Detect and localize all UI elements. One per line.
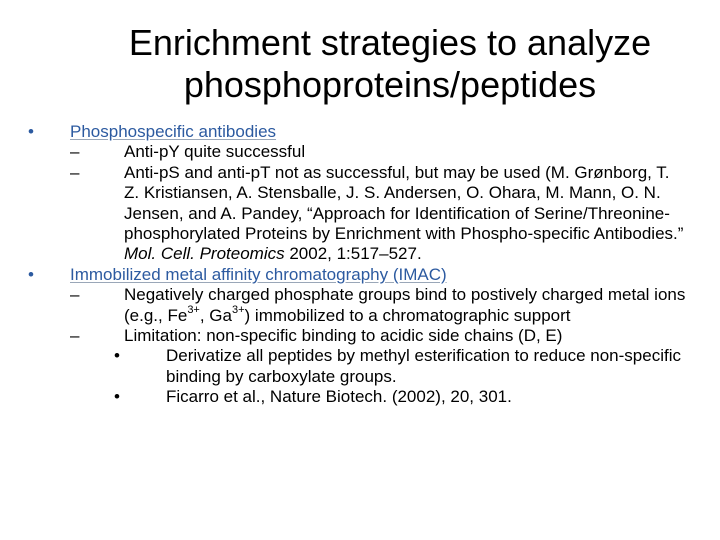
dash-marker: – <box>70 142 80 162</box>
sub-bullet-text-c: ) immobilized to a chromatographic support <box>244 305 571 325</box>
sub-bullet-text-b: , Ga <box>199 305 232 325</box>
dot-marker: • <box>114 387 120 407</box>
title-line-2: phosphoproteins/peptides <box>183 64 597 106</box>
bullet-heading: Immobilized metal affinity chromatography (IMAC) <box>70 264 447 284</box>
sub-sub-bullet-ficarro <box>114 387 688 407</box>
sub-bullet-text: Anti-pY quite successful <box>124 142 306 162</box>
bullet-imac <box>28 265 688 285</box>
sub-bullet-text: Limitation: non-specific binding to acidic side chains (D, E) <box>124 325 563 345</box>
slide-body <box>28 122 688 407</box>
dot-marker: • <box>114 346 120 366</box>
sub-bullet-phosphate-binding <box>70 285 688 326</box>
citation-suffix: 2002, 1:517–527. <box>284 244 422 264</box>
sub-sub-bullet-text: Ficarro et al., Nature Biotech. (2002), 20, 301. <box>166 387 512 407</box>
sub-bullet-text: Anti-pS and anti-pT not as successful, but may be used (M. Grønborg, T. Z. Kristiansen, A. Stensballe, J. S. Andersen, O. Ohara, M. Mann, O. N. Jensen, and A. Pandey, “Approach for Identification of Serine/Threonine-phosphorylated Proteins by Enrichment with Phospho-specific Antibodies.” <box>124 162 684 243</box>
dash-marker: – <box>70 162 80 182</box>
bullet-marker: • <box>28 264 34 284</box>
sub-bullet-limitation <box>70 326 688 346</box>
sub-sub-bullet-derivatize <box>114 346 688 387</box>
sub-bullet-anti-py <box>70 142 688 162</box>
dash-marker: – <box>70 325 80 345</box>
bullet-phosphospecific-antibodies <box>28 122 688 142</box>
slide-title <box>60 22 720 107</box>
bullet-marker: • <box>28 122 34 141</box>
sub-bullet-text-a: Negatively charged phosphate groups bind to postively charged metal ions (e.g., Fe <box>124 285 686 325</box>
sub-bullet-anti-ps-pt <box>70 163 688 265</box>
dash-marker: – <box>70 285 80 305</box>
title-line-1: Enrichment strategies to analyze <box>128 22 652 63</box>
bullet-heading: Phosphospecific antibodies <box>70 122 277 141</box>
sub-sub-bullet-text: Derivatize all peptides by methyl esterification to reduce non-specific binding by carboxylate groups. <box>166 346 681 386</box>
superscript-charge: 3+ <box>231 303 245 316</box>
journal-name: Mol. Cell. Proteomics <box>124 244 285 264</box>
superscript-charge: 3+ <box>187 303 200 316</box>
